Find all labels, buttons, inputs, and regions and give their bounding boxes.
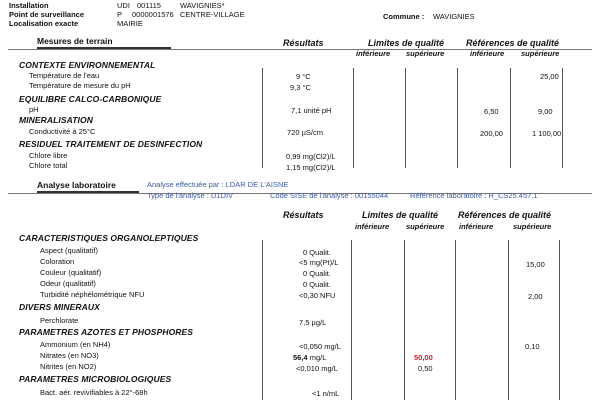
labo-col-divider <box>508 240 509 400</box>
section-heading: MINERALISATION <box>19 115 93 125</box>
labo-col-limits: Limites de qualité <box>362 210 439 220</box>
ref-sup-value: 25,00 <box>540 72 559 81</box>
lim-sup-value: 0,50 <box>418 364 433 373</box>
installation-name: WAVIGNIES* <box>180 1 225 10</box>
localisation-value: MAIRIE <box>117 19 143 28</box>
param-value: <1 n/mL <box>312 389 340 398</box>
param-value: 720 µS/cm <box>287 128 324 137</box>
param-name: Conductivité à 25°C <box>29 127 96 136</box>
terrain-col-divider <box>510 68 511 168</box>
surveillance-label: Point de surveillance <box>9 10 85 19</box>
param-value: <0,050 mg/L <box>299 342 341 351</box>
terrain-col-lim-sup: supérieure <box>406 49 445 58</box>
section-heading: EQUILIBRE CALCO-CARBONIQUE <box>19 94 162 104</box>
labo-col-divider <box>404 240 405 400</box>
terrain-col-divider <box>405 68 406 168</box>
labo-col-ref-sup: supérieure <box>513 222 552 231</box>
param-name: Nitrates (en NO3) <box>40 351 99 360</box>
param-name: Aspect (qualitatif) <box>40 246 98 255</box>
terrain-col-divider <box>262 68 263 168</box>
ref-inf-value: 6,50 <box>484 107 499 116</box>
commune-value: WAVIGNIES <box>433 12 475 21</box>
param-value: <5 mg(Pt)/L <box>299 258 339 267</box>
localisation-label: Localisation exacte <box>9 19 79 28</box>
labo-title: Analyse laboratoire <box>37 180 116 190</box>
terrain-col-ref-sup: supérieure <box>521 49 560 58</box>
section-heading: DIVERS MINERAUX <box>19 302 100 312</box>
param-value: 1,15 mg(Cl2)/L <box>286 163 336 172</box>
terrain-col-divider <box>353 68 354 168</box>
param-name: Odeur (qualitatif) <box>40 279 96 288</box>
terrain-col-divider <box>457 68 458 168</box>
labo-col-ref-inf: inférieure <box>459 222 494 231</box>
param-value: <0,010 mg/L <box>296 364 338 373</box>
param-value: 0,99 mg(Cl2)/L <box>286 152 336 161</box>
lim-sup-exceeded-value: 50,00 <box>414 353 433 362</box>
param-value: 7,1 unité pH <box>291 106 332 115</box>
labo-col-lim-inf: inférieure <box>355 222 390 231</box>
installation-type: UDI <box>117 1 130 10</box>
terrain-divider <box>8 49 592 50</box>
ref-sup-value: 1 100,00 <box>532 129 562 138</box>
param-name: Coloration <box>40 257 75 266</box>
section-heading: CARACTERISTIQUES ORGANOLEPTIQUES <box>19 233 199 243</box>
param-name: Chlore libre <box>29 151 68 160</box>
terrain-title: Mesures de terrain <box>37 36 113 46</box>
labo-ref: Référence laboratoire : H_CS25.457.1 <box>410 191 538 200</box>
labo-sise-code: Code SISE de l'analyse : 00155044 <box>270 191 389 200</box>
param-value: 7,5 µg/L <box>299 318 327 327</box>
terrain-col-results: Résultats <box>283 38 324 48</box>
param-name: Nitrites (en NO2) <box>40 362 97 371</box>
terrain-col-lim-inf: inférieure <box>356 49 391 58</box>
terrain-col-refs: Références de qualité <box>466 38 560 48</box>
ref-sup-value: 9,00 <box>538 107 553 116</box>
param-name: Turbidité néphélométrique NFU <box>40 290 145 299</box>
ref-sup-value: 2,00 <box>528 292 543 301</box>
param-value: 9 °C <box>296 72 311 81</box>
param-name: Chlore total <box>29 161 68 170</box>
param-value: 0 Qualit. <box>303 248 331 257</box>
surveillance-name: CENTRE-VILLAGE <box>180 10 245 19</box>
param-name: pH <box>29 105 39 114</box>
ref-sup-value: 0,10 <box>525 342 540 351</box>
ref-sup-value: 15,00 <box>526 260 545 269</box>
param-value: 0 Qualit. <box>303 280 331 289</box>
labo-col-divider <box>559 240 560 400</box>
ref-inf-value: 200,00 <box>480 129 503 138</box>
labo-title-box <box>37 180 139 193</box>
section-heading: PARAMETRES MICROBIOLOGIQUES <box>19 374 172 384</box>
terrain-title-box <box>37 36 171 49</box>
param-value: <0,30 NFU <box>299 291 336 300</box>
surveillance-code: 0000001576 <box>132 10 174 19</box>
labo-col-results: Résultats <box>283 210 324 220</box>
param-name: Ammonium (en NH4) <box>40 340 111 349</box>
surveillance-type: P <box>117 10 123 19</box>
terrain-col-ref-inf: inférieure <box>470 49 505 58</box>
param-name: Couleur (qualitatif) <box>40 268 102 277</box>
labo-col-divider <box>262 240 263 400</box>
installation-label: Installation <box>9 1 49 10</box>
section-heading: PARAMETRES AZOTES ET PHOSPHORES <box>19 327 194 337</box>
commune-label: Commune : <box>383 12 425 21</box>
labo-col-lim-sup: supérieure <box>406 222 445 231</box>
param-name: Bact. aér. revivifiables à 22°-68h <box>40 388 148 397</box>
labo-col-divider <box>351 240 352 400</box>
section-heading: CONTEXTE ENVIRONNEMENTAL <box>19 60 156 70</box>
param-value: 0 Qualit. <box>303 269 331 278</box>
section-heading: RESIDUEL TRAITEMENT DE DESINFECTION <box>19 139 203 149</box>
param-name: Perchlorate <box>40 316 79 325</box>
param-value: 56,4 mg/L <box>293 353 327 362</box>
terrain-col-limits: Limites de qualité <box>368 38 445 48</box>
terrain-col-divider <box>562 68 563 168</box>
labo-type: Type de l'analyse : D1DIV <box>147 191 234 200</box>
labo-performed-by: Analyse effectuée par : LDAR DE L'AISNE <box>147 180 289 189</box>
param-name: Température de l'eau <box>29 71 100 80</box>
labo-col-refs: Références de qualité <box>458 210 552 220</box>
param-name: Température de mesure du pH <box>29 81 131 90</box>
param-value: 9,3 °C <box>290 83 311 92</box>
installation-code: 001115 <box>137 1 161 10</box>
labo-col-divider <box>455 240 456 400</box>
